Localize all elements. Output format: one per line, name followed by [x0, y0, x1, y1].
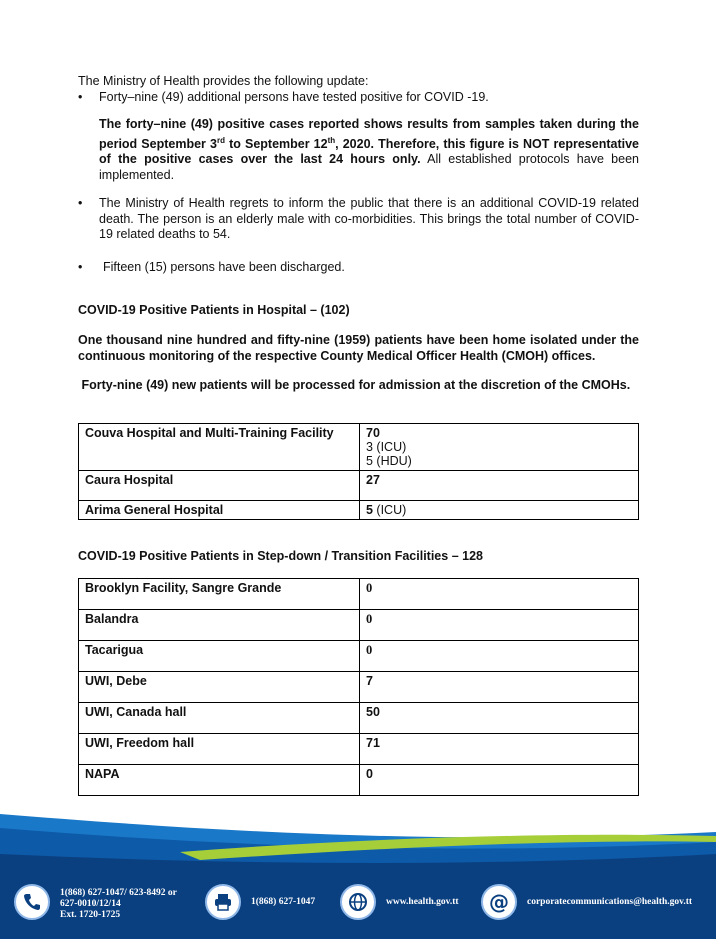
table-row: [79, 703, 639, 734]
hospital-table: [78, 423, 639, 520]
facility-count: 27: [360, 471, 639, 501]
table-row: [79, 610, 639, 641]
facility-count: 0: [360, 765, 639, 796]
facility-name: Tacarigua: [79, 641, 360, 672]
table-row: [79, 471, 639, 501]
facility-count: 0: [360, 610, 639, 641]
facility-name: UWI, Debe: [79, 672, 360, 703]
facility-count: 0: [360, 579, 639, 610]
facility-count: 70 3 (ICU) 5 (HDU): [360, 424, 639, 471]
facility-name: Balandra: [79, 610, 360, 641]
globe-icon: [340, 884, 376, 920]
hospital-heading: COVID-19 Positive Patients in Hospital – (102): [78, 303, 350, 317]
bullet-symbol: •: [78, 196, 83, 210]
fax-number: 1(868) 627-1047: [251, 897, 316, 907]
positive-cases-note: The forty–nine (49) positive cases reported shows results from samples taken during the period September 3rd to September 12th, 2020. Therefore, this figure is NOT representative of the positive cases over the last 24 hours only. All established protocols have been implemented.: [99, 117, 639, 182]
stepdown-table: [78, 578, 639, 796]
email-icon: @: [481, 884, 517, 920]
table-row: [79, 734, 639, 765]
home-isolated-text: One thousand nine hundred and fifty-nine (1959) patients have been home isolated under the continuous monitoring of the respective County Medical Officer Health (CMOH) offices.: [78, 333, 639, 363]
bullet-text: Fifteen (15) persons have been discharged.: [103, 260, 345, 274]
bullet-item: [78, 196, 639, 243]
facility-count: 7: [360, 672, 639, 703]
facility-count: 0: [360, 641, 639, 672]
facility-name: Brooklyn Facility, Sangre Grande: [79, 579, 360, 610]
table-row: [79, 765, 639, 796]
facility-count: 5 (ICU): [360, 501, 639, 520]
bullet-item: [78, 260, 639, 276]
bullet-item: [78, 90, 639, 106]
facility-name: NAPA: [79, 765, 360, 796]
bullet-symbol: •: [78, 260, 83, 274]
table-row: [79, 641, 639, 672]
facility-name: UWI, Canada hall: [79, 703, 360, 734]
table-row: [79, 579, 639, 610]
facility-name: Couva Hospital and Multi-Training Facility: [79, 424, 360, 471]
fax-icon: [205, 884, 241, 920]
table-row: [79, 424, 639, 471]
new-patients-text: Forty-nine (49) new patients will be processed for admission at the discretion of the CMOHs.: [81, 378, 631, 392]
bullet-symbol: •: [78, 90, 83, 104]
facility-count: 71: [360, 734, 639, 765]
contact-footer: [0, 808, 716, 939]
stepdown-heading: COVID-19 Positive Patients in Step-down / Transition Facilities – 128: [78, 549, 483, 563]
facility-name: UWI, Freedom hall: [79, 734, 360, 765]
bullet-text: Forty–nine (49) additional persons have tested positive for COVID -19.: [99, 90, 489, 104]
facility-count: 50: [360, 703, 639, 734]
facility-name: Caura Hospital: [79, 471, 360, 501]
table-row: [79, 501, 639, 520]
intro-text: The Ministry of Health provides the following update:: [78, 74, 369, 88]
facility-name: Arima General Hospital: [79, 501, 360, 520]
phone-icon: [14, 884, 50, 920]
bullet-text: The Ministry of Health regrets to inform the public that there is an additional COVID-19 related death. The person is an elderly male with co-morbidities. This brings the total number of COVID-19 related deaths to 54.: [99, 196, 639, 241]
website-link[interactable]: www.health.gov.tt: [386, 897, 459, 907]
table-row: [79, 672, 639, 703]
email-link[interactable]: corporatecommunications@health.gov.tt: [527, 897, 693, 907]
phone-numbers: 1(868) 627-1047/ 623-8492 or 627-0010/12/14 Ext. 1720-1725: [60, 888, 177, 920]
